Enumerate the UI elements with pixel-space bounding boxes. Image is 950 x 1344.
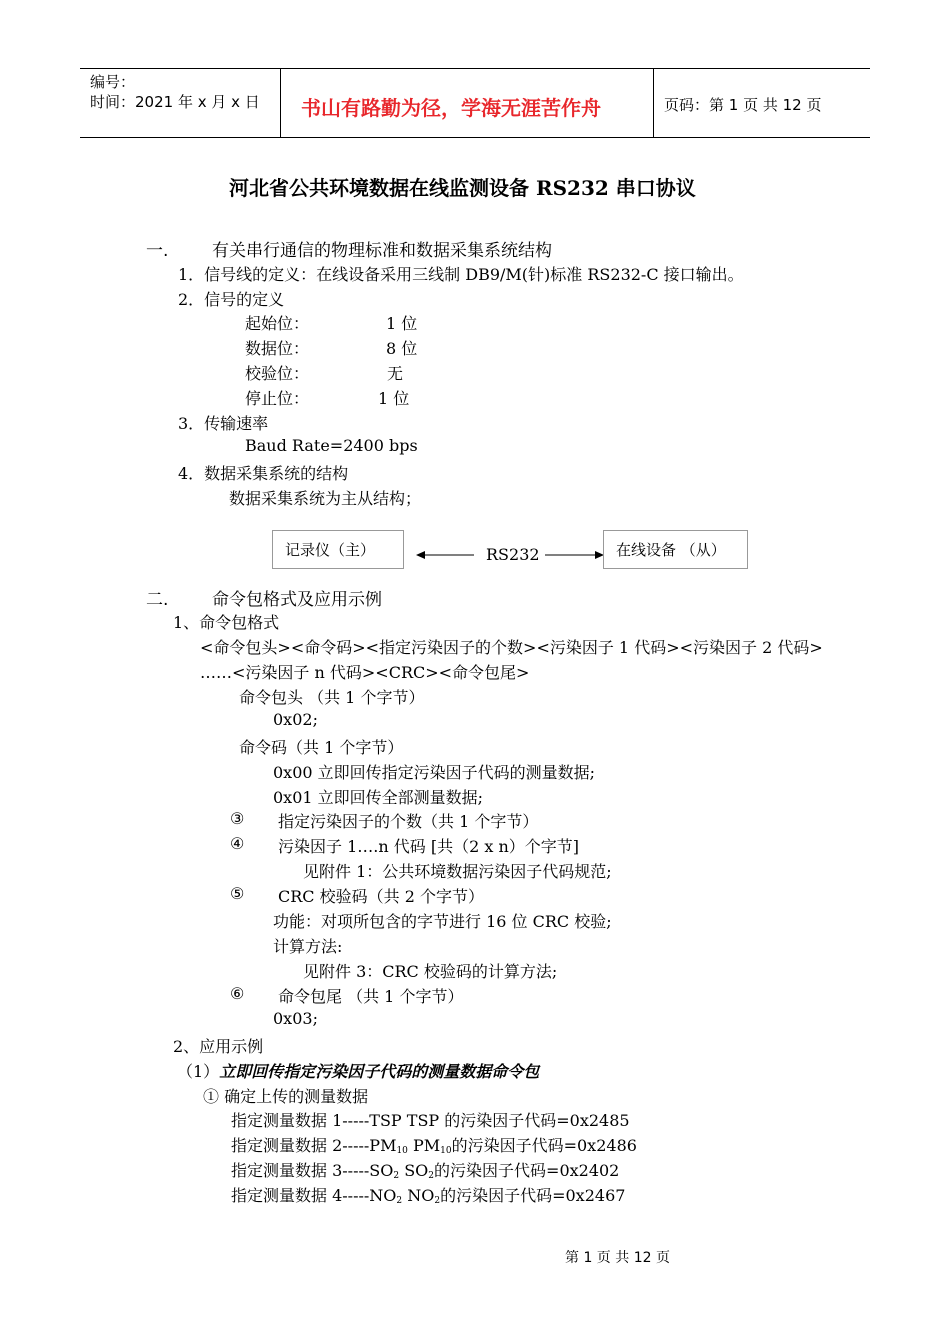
baud-rate: Baud Rate=2400 bps — [245, 436, 418, 455]
packet-tail-value: 0x03; — [273, 1009, 318, 1028]
section1-item4-desc: 数据采集系统为主从结构； — [229, 489, 422, 508]
crc-calc-note: 见附件 3：CRC 校验码的计算方法; — [303, 962, 558, 981]
signal-value: 8 位 — [386, 339, 418, 358]
header-motto-cell — [281, 69, 654, 137]
section2-sub2: 2、应用示例 — [173, 1037, 264, 1056]
section1-heading: 有关串行通信的物理标准和数据采集系统结构 — [212, 241, 552, 261]
signal-value: 1 位 — [378, 389, 410, 408]
packet-head-value: 0x02; — [273, 710, 318, 729]
factor-count-label: 指定污染因子的个数（共 1 个字节） — [278, 812, 539, 831]
header-page-info: 页码：第 1 页 共 12 页 — [664, 96, 822, 114]
crc-calc-label: 计算方法: — [273, 937, 343, 956]
section1-item2: 2．信号的定义 — [178, 290, 285, 309]
rs232-link-label: RS232 — [486, 545, 540, 564]
header-meta-cell — [80, 69, 281, 137]
signal-label: 校验位： — [245, 364, 310, 383]
example1-num: （1） — [177, 1062, 220, 1081]
measurement-line: 指定测量数据 1-----TSP TSP 的污染因子代码=0x2485 — [231, 1111, 630, 1130]
circled-4-marker: ④ — [230, 834, 245, 853]
arrow-left-icon — [416, 551, 425, 559]
section2-heading: 命令包格式及应用示例 — [212, 590, 382, 610]
command-code-value1: 0x00 立即回传指定污染因子代码的测量数据; — [273, 763, 596, 782]
packet-format-line2: ……<污染因子 n 代码><CRC><命令包尾> — [200, 663, 530, 682]
signal-label: 起始位： — [245, 314, 310, 333]
recorder-master-label: 记录仪（主） — [285, 541, 376, 559]
section2-sub1: 1、命令包格式 — [173, 613, 280, 632]
signal-value: 无 — [387, 364, 404, 383]
doc-number-label: 编号： — [90, 73, 136, 91]
crc-label: CRC 校验码（共 2 个字节） — [278, 887, 484, 906]
signal-value: 1 位 — [386, 314, 418, 333]
section2-number: 二. — [146, 590, 169, 610]
command-code-value2: 0x01 立即回传全部测量数据; — [273, 788, 484, 807]
circled-5-marker: ⑤ — [230, 884, 245, 903]
command-code-label: 命令码（共 1 个字节） — [239, 738, 404, 757]
device-slave-label: 在线设备 （从） — [616, 541, 726, 559]
page-header — [80, 68, 870, 138]
section1-item1: 1．信号线的定义：在线设备采用三线制 DB9/M(针)标准 RS232-C 接口输出。 — [178, 265, 744, 284]
circled-3-marker: ③ — [230, 809, 245, 828]
header-page-cell — [654, 69, 870, 137]
measurement-line: 指定测量数据 $2-----PM_{10}$ $PM_{10}$的污染因子代码=0x2486 — [231, 1136, 637, 1156]
document-title: 河北省公共环境数据在线监测设备 RS232 串口协议 — [229, 176, 696, 200]
device-slave-box — [603, 530, 748, 569]
packet-tail-label: 命令包尾 （共 1 个字节） — [278, 987, 464, 1006]
factor-codes-note: 见附件 1：公共环境数据污染因子代码规范; — [303, 862, 612, 881]
measurement-line: 指定测量数据 $4-----NO_2$ $NO_2$的污染因子代码=0x2467 — [231, 1186, 626, 1206]
example1-number — [177, 1059, 539, 1082]
example1-step1: ① 确定上传的测量数据 — [203, 1087, 369, 1106]
section1-item3: 3．传输速率 — [178, 414, 269, 433]
circled-6-marker: ⑥ — [230, 984, 245, 1003]
example1-title: 立即回传指定污染因子代码的测量数据命令包 — [219, 1062, 540, 1081]
measurement-line: 指定测量数据 $3-----SO_2$ $SO_2$的污染因子代码=0x2402 — [231, 1161, 620, 1181]
doc-time-label: 时间：2021 年 x 月 x 日 — [90, 93, 260, 111]
recorder-master-box — [272, 530, 404, 569]
header-motto: 书山有路勤为径，学海无涯苦作舟 — [301, 96, 601, 120]
signal-label: 数据位： — [245, 339, 310, 358]
packet-format-line1: <命令包头><命令码><指定污染因子的个数><污染因子 1 代码><污染因子 2 代码> — [200, 638, 823, 657]
factor-codes-label: 污染因子 1….n 代码 [共（2 x n）个字节] — [278, 837, 579, 856]
page-footer: 第 1 页 共 12 页 — [565, 1250, 670, 1266]
crc-function: 功能：对项所包含的字节进行 16 位 CRC 校验; — [273, 912, 612, 931]
section1-item4: 4．数据采集系统的结构 — [178, 464, 349, 483]
packet-head-label: 命令包头 （共 1 个字节） — [239, 688, 425, 707]
signal-label: 停止位： — [245, 389, 310, 408]
section1-number: 一. — [146, 241, 169, 261]
